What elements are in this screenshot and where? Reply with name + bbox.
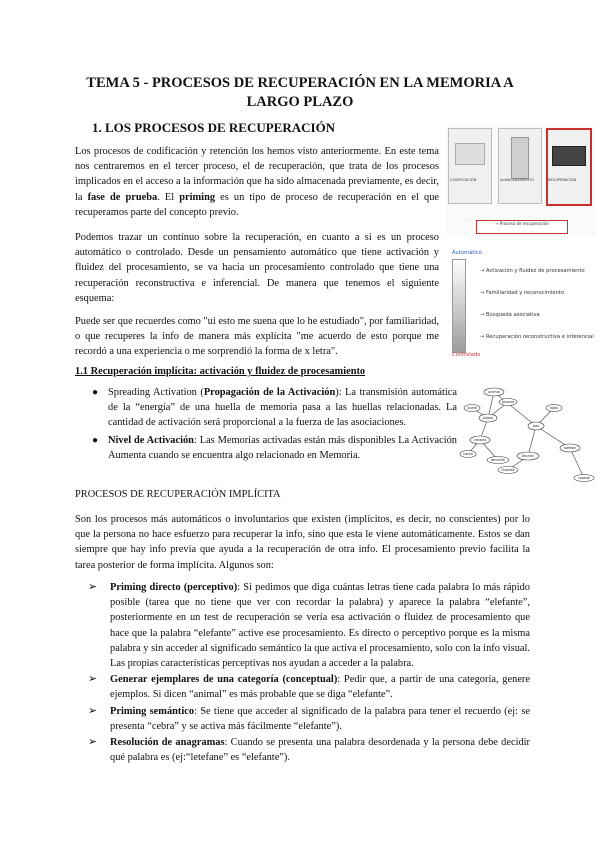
node-label: canario — [473, 438, 487, 442]
text-run: . El — [157, 191, 180, 203]
text-run: : Pedir que, a partir de una categoría, genere ejemplos. Si dicen “animal” es más probable que se diga “elefante”. — [110, 674, 530, 701]
arrow-bullet-icon: ➢ — [88, 673, 98, 686]
text-run: Los procesos de codificación y retención los hemos visto anteriormente. En este tema nos centraremos en el tercer proceso, el de recuperación, que trata de los procesos implicados en el acceso a la información que ha sido almacenada previamente, es decir, la — [75, 146, 439, 203]
network-edges — [468, 392, 584, 478]
list-item — [88, 735, 530, 765]
node-label: vuela — [467, 406, 477, 410]
stage-box-highlighted — [546, 128, 592, 206]
bold-term: Priming semántico — [110, 705, 195, 717]
bold-term: priming — [179, 191, 216, 203]
continuum-figure — [452, 250, 600, 360]
semantic-network-figure — [458, 378, 598, 494]
device-icon — [552, 146, 586, 166]
text-run: : Si pedimos que diga cuántas letras tiene cada palabra lo más rápido posible (tarea que no tiene que ver con recordar la palabra) y aparece la palabra “elefante”, posteriormente en un test de recuperación se vería esa activación o fluidez de procesamiento que hace que la palabra “elefante” active ese procesamiento. Es directo o perceptivo porque es la misma palabra y sin acceder al significado semántico la que activa el procesamiento, solo con la info visual. Las propias características perceptivas nos ayudan a acceder a la palabra. — [110, 582, 530, 670]
memory-stages-figure — [446, 126, 596, 236]
continuum-item: → Activación y fluidez de procesamiento — [480, 268, 585, 274]
list-item — [90, 433, 457, 463]
page-title: TEMA 5 - PROCESOS DE RECUPERACIÓN EN LA MEMORIA A LARGO PLAZO — [86, 75, 514, 110]
node-label: muerde — [501, 468, 515, 472]
text-run: Spreading Activation ( — [108, 387, 204, 398]
list-item — [90, 385, 457, 431]
node-label: pájaro — [482, 416, 494, 420]
bold-term: Nivel de Activación — [108, 434, 194, 446]
paragraph-familiarity: Puede ser que recuerdes como "ui esto me suena que lo he estudiado", por familiaridad, o que recuperes la info de manera más explícita "me acuerdo de esto porque me recordó a una experiencia o me sorprendió la forma de x letra". — [75, 316, 439, 358]
section-heading: 1. LOS PROCESOS DE RECUPERACIÓN — [92, 120, 336, 135]
continuum-item: → Recuperación reconstructiva e inferencial — [480, 334, 594, 340]
arrow-bullet-icon: ➢ — [88, 736, 98, 749]
bullet-icon: ● — [92, 434, 99, 446]
stage-note: → Proceso de recuperación — [476, 220, 568, 234]
text-run: es un tipo de proceso de recuperación en el que recuperamos parte del concepto previo. — [75, 191, 440, 218]
implicit-heading: PROCESOS DE RECUPERACIÓN IMPLÍCITA — [75, 489, 281, 500]
paragraph-implicit-intro: Son los procesos más automáticos o involuntarios que existen (implícitos, es decir, no conscientes) por lo que la persona no hace esfuerzo para recuperar la info, sino que esta le viene automáticamente. Estos se dan siempre que hay info previa que ayuda a la recuperación de otra info. El procesamiento previo facilita la tarea posterior de forma implícita. Algunos son: — [75, 514, 530, 571]
activation-list — [90, 385, 457, 465]
stage-box — [448, 128, 492, 204]
node-label: salmón — [563, 446, 577, 450]
subsection-heading: 1.1 Recuperación implícita: activación y fluidez de procesamiento — [75, 366, 366, 377]
list-item — [88, 672, 530, 702]
paragraph-continuum: Podemos trazar un contínuo sobre la recuperación, en cuanto a si es un proceso automático o controlado. Desde un pensamiento automático que tiene activación y fluidez del procesamiento, se va hacia un procesamiento controlado que tiene una recuperación reconstructiva e inferencial. De manera que tenemos el siguiente esquema: — [75, 232, 439, 304]
bold-term: fase de prueba — [87, 191, 158, 203]
list-item — [88, 580, 530, 671]
continuum-bar — [452, 259, 466, 353]
node-label: amarillo — [491, 458, 505, 462]
implicit-processes-list — [88, 580, 530, 766]
arrow-bullet-icon: ➢ — [88, 581, 98, 593]
node-label: animal — [488, 390, 500, 394]
bold-term: Resolución de anagramas — [110, 737, 225, 749]
text-run: : Se tiene que acceder al significado de la palabra para tener el recuerdo (ej: se presenta “cebra” y se activa más fácilmente “elefante”). — [110, 705, 531, 732]
node-label: canta — [463, 452, 473, 456]
bullet-icon: ● — [92, 387, 99, 398]
bold-term: Priming directo (perceptivo) — [110, 582, 238, 593]
server-icon — [511, 137, 529, 179]
arrow-bullet-icon: ➢ — [88, 704, 98, 717]
list-item — [88, 704, 530, 734]
text-run: ): La transmisión automática de la “energía” de una huella de memoria pasa a las huellas relacionadas. La cantidad de activación será proporcional a la fuerza de las asociaciones. — [108, 387, 457, 429]
stage-caption: RECUPERACIÓN — [548, 178, 577, 182]
network-nodes — [460, 388, 594, 482]
stage-box — [498, 128, 542, 204]
node-label: rosado — [578, 476, 590, 480]
node-label: pez — [532, 424, 540, 428]
text-run: : Las Memorias activadas están más disponibles La Activación Aumenta cuando se encuentra algo relacionado en Memoria. — [108, 434, 457, 461]
network-labels — [463, 390, 589, 480]
continuum-item: → Búsqueda asociativa — [480, 312, 540, 318]
node-label: tiburón — [521, 454, 535, 458]
node-label: nada — [549, 406, 559, 410]
continuum-item: → Familiaridad y reconocimiento — [480, 290, 565, 296]
continuum-bottom-label: Controlado — [452, 352, 481, 358]
bold-term: Generar ejemplares de una categoría (conceptual) — [110, 674, 338, 686]
continuum-top-label: Automático — [452, 250, 482, 256]
stage-caption: ALMACENAMIENTO — [500, 178, 535, 182]
paragraph-intro — [75, 144, 439, 220]
node-label: plumas — [501, 400, 515, 404]
text-run: : Cuando se presenta una palabra desordenada y la persona debe decidir qué palabra es (ej:“letefane” es “elefante”). — [110, 737, 531, 764]
bold-term: Propagación de la Activación — [203, 387, 336, 398]
stage-caption: CODIFICACIÓN — [450, 178, 477, 182]
document-icon — [455, 143, 485, 165]
